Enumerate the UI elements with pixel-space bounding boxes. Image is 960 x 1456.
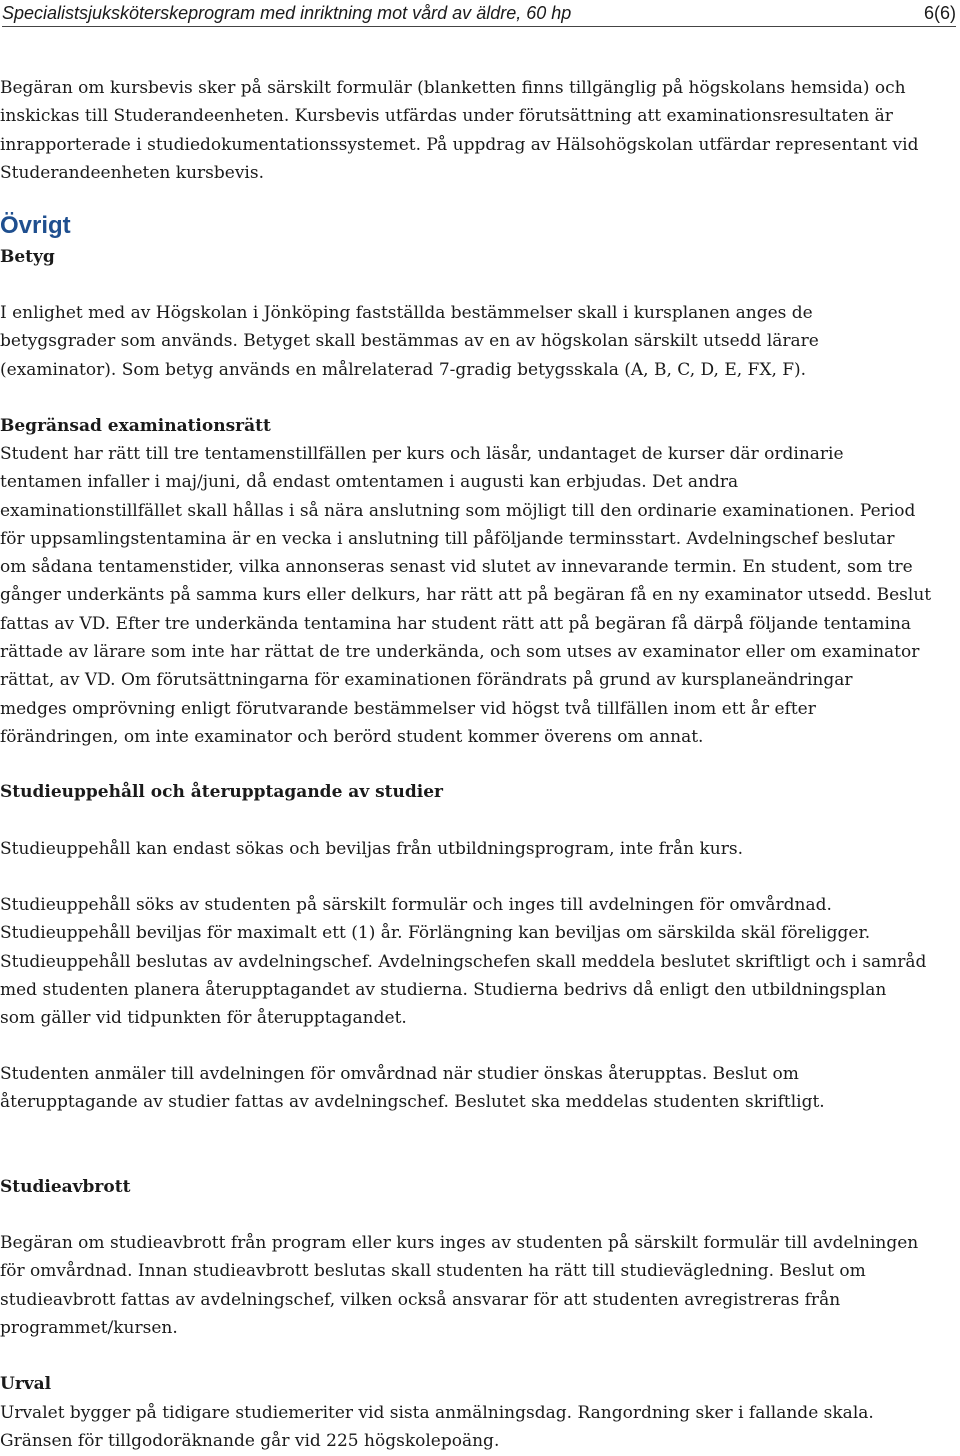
text-line: Studieuppehåll beviljas för maximalt ett (1) år. Förlängning kan beviljas om särskilda skäl föreligger. <box>0 923 871 944</box>
text-line: rättade av lärare som inte har rättat de tre underkända, och som utses av examinator eller om examinator <box>0 642 920 663</box>
text-line: Studenten anmäler till avdelningen för omvårdnad när studier önskas återupptas. Beslut om <box>0 1064 799 1084</box>
text-line: Studieuppehåll kan endast sökas och beviljas från utbildningsprogram, inte från kurs. <box>0 839 743 859</box>
section-heading-studieavbrott: Studieavbrott <box>0 1177 131 1197</box>
text-line: Studerandeenheten kursbevis. <box>0 162 264 183</box>
text-line: för uppsamlingstentamina är en vecka i anslutning till påföljande terminsstart. Avdelningschef beslutar <box>0 528 895 549</box>
text-line: inrapporterade i studiedokumentationssystemet. På uppdrag av Hälsohögskolan utfärdar representant vid <box>0 134 919 155</box>
text-line: som gäller vid tidpunkten för återupptagandet. <box>0 1008 407 1029</box>
section-heading-studieuppehall: Studieuppehåll och återupptagande av studier <box>0 782 444 802</box>
section-heading-ovrigt: Övrigt <box>0 212 71 239</box>
text-line: inskickas till Studerandeenheten. Kursbevis utfärdas under förutsättning att examinationsresultaten är <box>0 106 893 127</box>
text-line: (examinator). Som betyg används en målrelaterad 7-gradig betygsskala (A, B, C, D, E, FX, F). <box>0 359 807 380</box>
text-line: Studieuppehåll söks av studenten på särskilt formulär och inges till avdelningen för omvårdnad. <box>0 895 832 915</box>
text-line: gånger underkänts på samma kurs eller delkurs, har rätt att på begäran få en ny examinator utsedd. Beslut <box>0 585 932 606</box>
text-line: med studenten planera återupptagandet av studierna. Studierna bedrivs då enligt den utbildningsplan <box>0 979 887 1000</box>
intro-paragraph <box>0 74 960 187</box>
text-line: för omvårdnad. Innan studieavbrott beslutas skall studenten ha rätt till studievägledning. Beslut om <box>0 1261 866 1282</box>
studieuppehall-paragraph-1 <box>0 835 960 863</box>
studieuppehall-paragraph-2 <box>0 891 960 1032</box>
text-line: I enlighet med av Högskolan i Jönköping fastställda bestämmelser skall i kursplanen anges de <box>0 303 813 323</box>
section-heading-urval: Urval <box>0 1374 52 1394</box>
text-line: Begäran om kursbevis sker på särskilt formulär (blanketten finns tillgänglig på högskolans hemsida) och <box>0 78 906 98</box>
text-line: tentamen infaller i maj/juni, då endast omtentamen i augusti kan erbjudas. Det andra <box>0 472 739 493</box>
section-heading-betyg: Betyg <box>0 247 55 267</box>
page-number: 6(6) <box>923 2 956 23</box>
text-line: rättat, av VD. Om förutsättningarna för examinationen förändrats på grund av kursplaneändringar <box>0 670 853 691</box>
betyg-paragraph <box>0 299 960 384</box>
text-line: medges omprövning enligt förutvarande bestämmelser vid högst två tillfällen inom ett år efter <box>0 698 816 719</box>
text-line: examinationstillfället skall hållas i så nära anslutning som möjligt till den ordinarie examinationen. Period <box>0 500 916 521</box>
text-line: programmet/kursen. <box>0 1317 178 1338</box>
text-line: återupptagande av studier fattas av avdelningschef. Beslutet ska meddelas studenten skriftligt. <box>0 1092 825 1113</box>
studieuppehall-paragraph-3 <box>0 1060 960 1117</box>
text-line: fattas av VD. Efter tre underkända tentamina har student rätt att på begäran få därpå följande tentamina <box>0 613 912 634</box>
text-line: betygsgrader som används. Betyget skall bestämmas av en av högskolan särskilt utsedd lärare <box>0 331 819 352</box>
text-line: studieavbrott fattas av avdelningschef, vilken också ansvarar för att studenten avregistreras från <box>0 1289 841 1310</box>
text-line: Gränsen för tillgodoräknande går vid 225 högskolepoäng. <box>0 1431 500 1452</box>
text-line: Urvalet bygger på tidigare studiemeriter vid sista anmälningsdag. Rangordning sker i fallande skala. <box>0 1403 874 1423</box>
text-line: förändringen, om inte examinator och berörd student kommer överens om annat. <box>0 726 704 747</box>
section-heading-begransad: Begränsad examinationsrätt <box>0 416 271 436</box>
urval-paragraph <box>0 1399 960 1456</box>
page-header <box>2 0 956 27</box>
text-line: Student har rätt till tre tentamenstillfällen per kurs och läsår, undantaget de kurser där ordinarie <box>0 444 844 464</box>
text-line: Studieuppehåll beslutas av avdelningschef. Avdelningschefen skall meddela beslutet skriftligt och i samråd <box>0 951 927 972</box>
text-line: Begäran om studieavbrott från program eller kurs inges av studenten på särskilt formulär till avdelningen <box>0 1233 919 1253</box>
begransad-paragraph <box>0 440 960 751</box>
header-title: Specialistsjuksköterskeprogram med inriktning mot vård av äldre, 60 hp <box>2 2 572 23</box>
studieavbrott-paragraph <box>0 1229 960 1342</box>
text-line: om sådana tentamenstider, vilka annonseras senast vid slutet av innevarande termin. En student, som tre <box>0 557 913 578</box>
